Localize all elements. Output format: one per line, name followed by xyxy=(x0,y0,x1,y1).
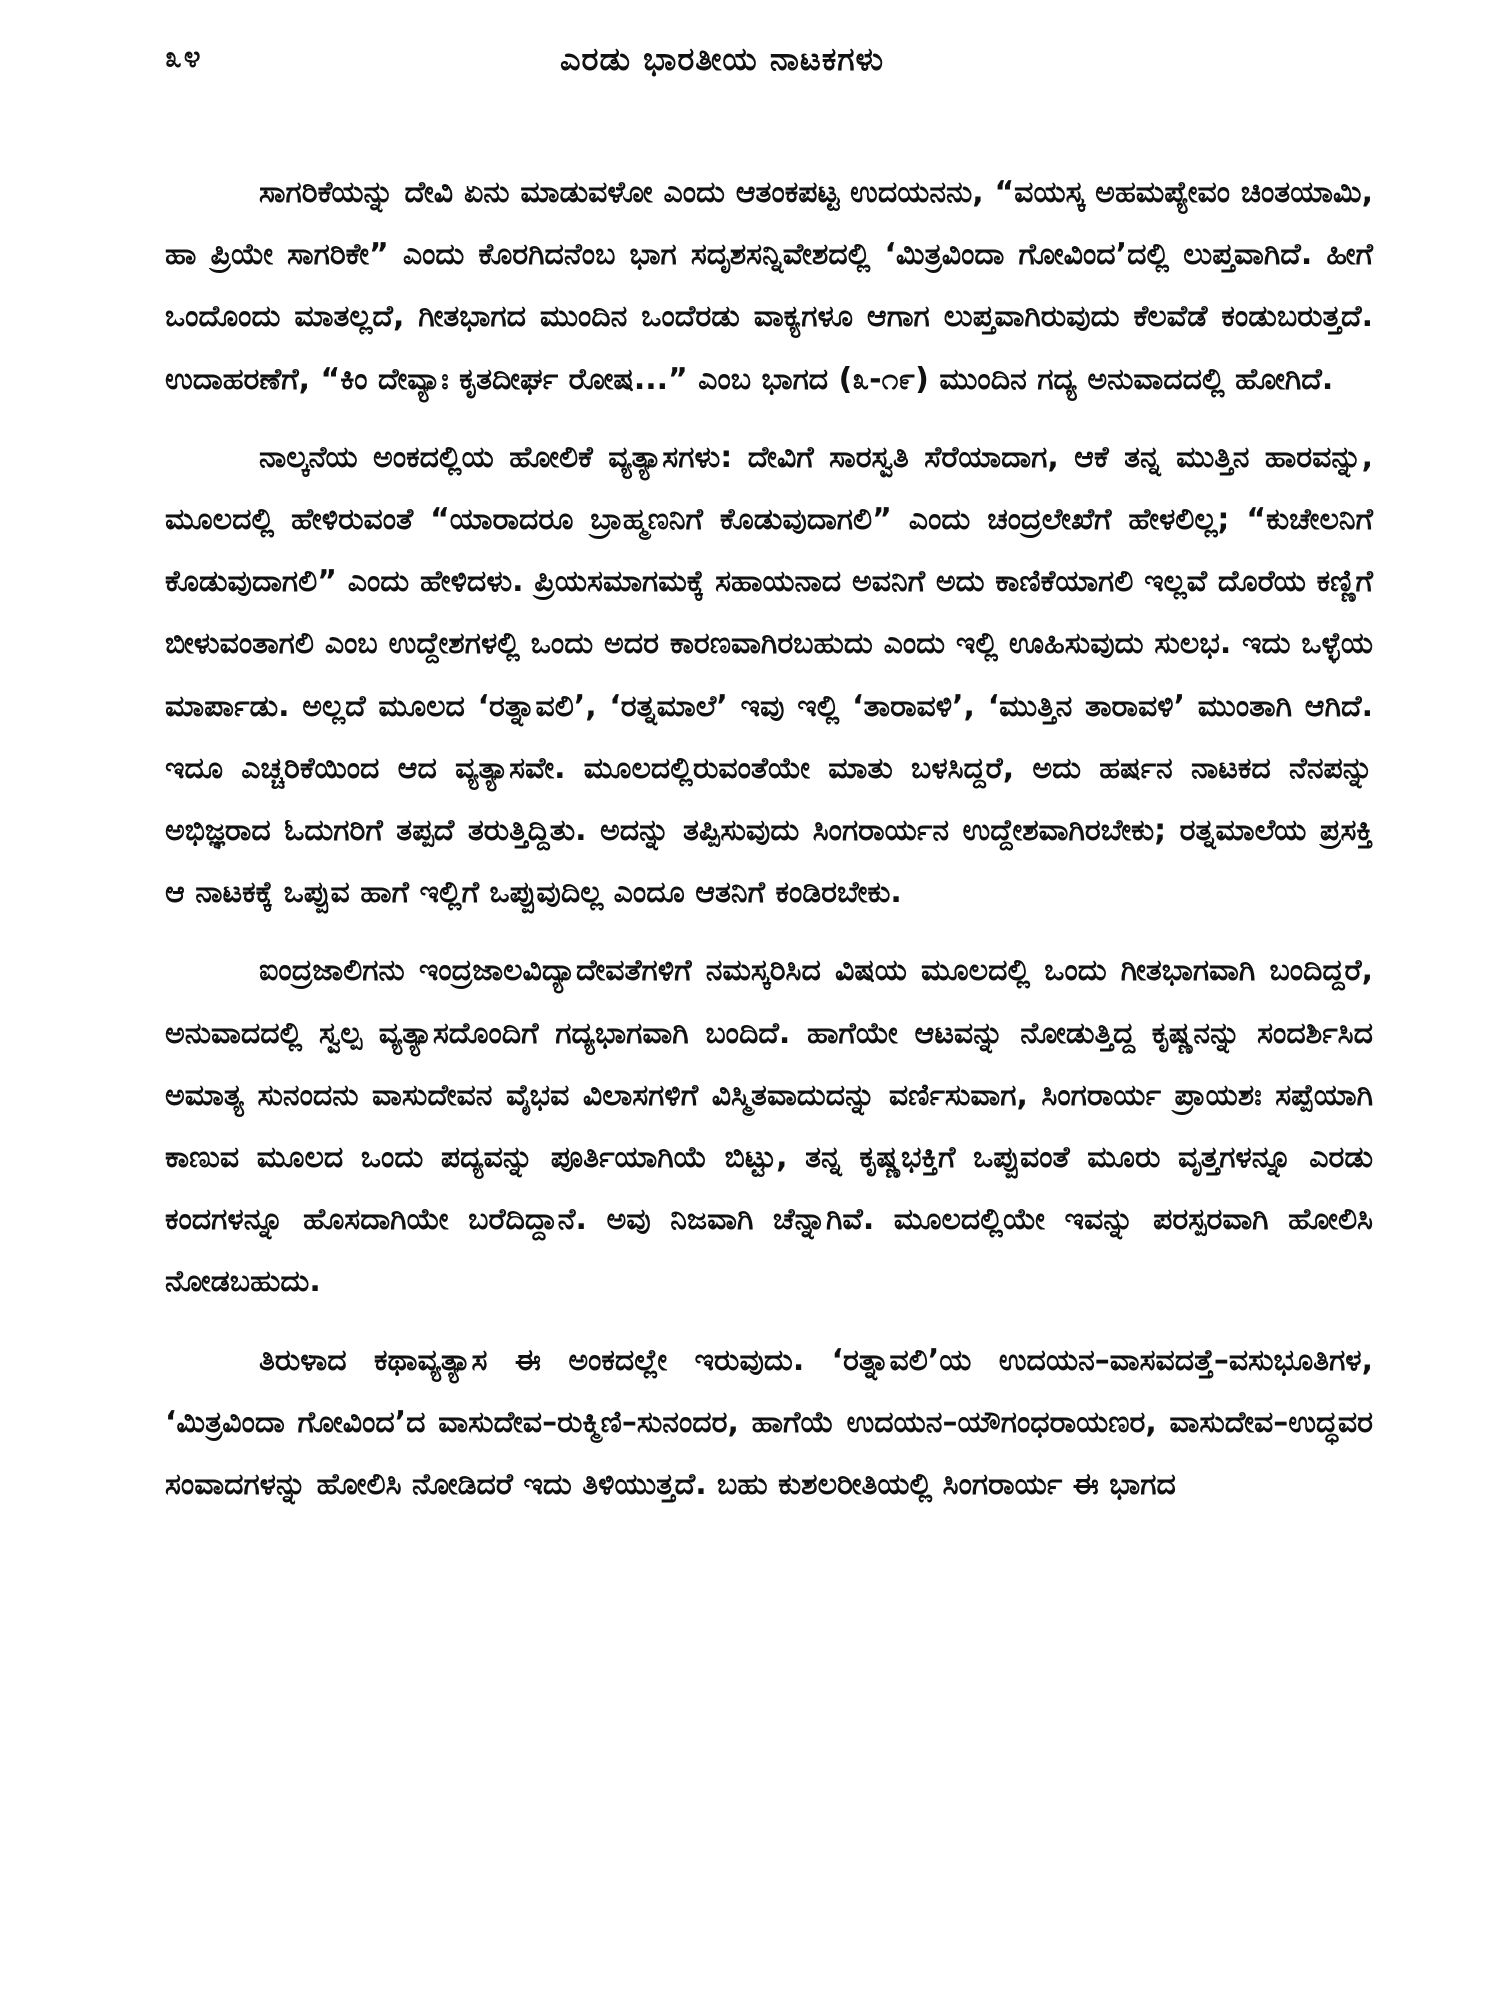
paragraph-4: ತಿರುಳಾದ ಕಥಾವ್ಯತ್ಯಾಸ ಈ ಅಂಕದಲ್ಲೇ ಇರುವುದು. ‘ರತ್ನಾವಲಿ’ಯ ಉದಯನ–ವಾಸವದತ್ತೆ–ವಸುಭೂತಿಗಳ, ‘ಮಿತ್ರವಿಂದಾ ಗೋವಿಂದ’ದ ವಾಸುದೇವ–ರುಕ್ಮಿಣಿ–ಸುನಂದರ, ಹಾಗೆಯೆ ಉದಯನ–ಯೌಗಂಧರಾಯಣರ, ವಾಸುದೇವ–ಉದ್ಧವರ ಸಂವಾದಗಳನ್ನು ಹೋಲಿಸಿ ನೋಡಿದರೆ ಇದು ತಿಳಿಯುತ್ತದೆ. ಬಹು ಕುಶಲರೀತಿಯಲ್ಲಿ ಸಿಂಗರಾರ್ಯ ಈ ಭಾಗದ xyxy=(165,1342,1373,1503)
running-title: ಎರಡು ಭಾರತೀಯ ನಾಟಕಗಳು xyxy=(560,40,885,78)
page-number: ೩೪ xyxy=(165,40,203,75)
paragraph-3: ಐಂದ್ರಜಾಲಿಗನು ಇಂದ್ರಜಾಲವಿದ್ಯಾದೇವತೆಗಳಿಗೆ ನಮಸ್ಕರಿಸಿದ ವಿಷಯ ಮೂಲದಲ್ಲಿ ಒಂದು ಗೀತಭಾಗವಾಗಿ ಬಂದಿದ್ದರೆ, ಅನುವಾದದಲ್ಲಿ ಸ್ವಲ್ಪ ವ್ಯತ್ಯಾಸದೊಂದಿಗೆ ಗದ್ಯಭಾಗವಾಗಿ ಬಂದಿದೆ. ಹಾಗೆಯೇ ಆಟವನ್ನು ನೋಡುತ್ತಿದ್ದ ಕೃಷ್ಣನನ್ನು ಸಂದರ್ಶಿಸಿದ ಅಮಾತ್ಯ ಸುನಂದನು ವಾಸುದೇವನ ವೈಭವ ವಿಲಾಸಗಳಿಗೆ ವಿಸ್ಮಿತವಾದುದನ್ನು ವರ್ಣಿಸುವಾಗ, ಸಿಂಗರಾರ್ಯ ಪ್ರಾಯಶಃ ಸಪ್ಪೆಯಾಗಿ ಕಾಣುವ ಮೂಲದ ಒಂದು ಪದ್ಯವನ್ನು ಪೂರ್ತಿಯಾಗಿಯೆ ಬಿಟ್ಟು, ತನ್ನ ಕೃಷ್ಣಭಕ್ತಿಗೆ ಒಪ್ಪುವಂತೆ ಮೂರು ವೃತ್ತಗಳನ್ನೂ ಎರಡು ಕಂದಗಳನ್ನೂ ಹೊಸದಾಗಿಯೇ ಬರೆದಿದ್ದಾನೆ. ಅವು ನಿಜವಾಗಿ ಚೆನ್ನಾಗಿವೆ. ಮೂಲದಲ್ಲಿಯೇ ಇವನ್ನು ಪರಸ್ಪರವಾಗಿ ಹೋಲಿಸಿ ನೋಡಬಹುದು. xyxy=(165,953,1373,1300)
page-header xyxy=(165,40,1365,90)
paragraph-2: ನಾಲ್ಕನೆಯ ಅಂಕದಲ್ಲಿಯ ಹೋಲಿಕೆ ವ್ಯತ್ಯಾಸಗಳು: ದೇವಿಗೆ ಸಾರಸ್ವತಿ ಸೆರೆಯಾದಾಗ, ಆಕೆ ತನ್ನ ಮುತ್ತಿನ ಹಾರವನ್ನು, ಮೂಲದಲ್ಲಿ ಹೇಳಿರುವಂತೆ “ಯಾರಾದರೂ ಬ್ರಾಹ್ಮಣನಿಗೆ ಕೊಡುವುದಾಗಲಿ” ಎಂದು ಚಂದ್ರಲೇಖೆಗೆ ಹೇಳಲಿಲ್ಲ; “ಕುಚೇಲನಿಗೆ ಕೊಡುವುದಾಗಲಿ” ಎಂದು ಹೇಳಿದಳು. ಪ್ರಿಯಸಮಾಗಮಕ್ಕೆ ಸಹಾಯನಾದ ಅವನಿಗೆ ಅದು ಕಾಣಿಕೆಯಾಗಲಿ ಇಲ್ಲವೆ ದೊರೆಯ ಕಣ್ಣಿಗೆ ಬೀಳುವಂತಾಗಲಿ ಎಂಬ ಉದ್ದೇಶಗಳಲ್ಲಿ ಒಂದು ಅದರ ಕಾರಣವಾಗಿರಬಹುದು ಎಂದು ಇಲ್ಲಿ ಊಹಿಸುವುದು ಸುಲಭ. ಇದು ಒಳ್ಳೆಯ ಮಾರ್ಪಾಡು. ಅಲ್ಲದೆ ಮೂಲದ ‘ರತ್ನಾವಲಿ’, ‘ರತ್ನಮಾಲೆ’ ಇವು ಇಲ್ಲಿ ‘ತಾರಾವಳಿ’, ‘ಮುತ್ತಿನ ತಾರಾವಳಿ’ ಮುಂತಾಗಿ ಆಗಿದೆ. ಇದೂ ಎಚ್ಚರಿಕೆಯಿಂದ ಆದ ವ್ಯತ್ಯಾಸವೇ. ಮೂಲದಲ್ಲಿರುವಂತೆಯೇ ಮಾತು ಬಳಸಿದ್ದರೆ, ಅದು ಹರ್ಷನ ನಾಟಕದ ನೆನಪನ್ನು ಅಭಿಜ್ಞರಾದ ಓದುಗರಿಗೆ ತಪ್ಪದೆ ತರುತ್ತಿದ್ದಿತು. ಅದನ್ನು ತಪ್ಪಿಸುವುದು ಸಿಂಗರಾರ್ಯನ ಉದ್ದೇಶವಾಗಿರಬೇಕು; ರತ್ನಮಾಲೆಯ ಪ್ರಸಕ್ತಿ ಆ ನಾಟಕಕ್ಕೆ ಒಪ್ಪುವ ಹಾಗೆ ಇಲ್ಲಿಗೆ ಒಪ್ಪುವುದಿಲ್ಲ ಎಂದೂ ಆತನಿಗೆ ಕಂಡಿರಬೇಕು. xyxy=(165,439,1373,911)
paragraph-1: ಸಾಗರಿಕೆಯನ್ನು ದೇವಿ ಏನು ಮಾಡುವಳೋ ಎಂದು ಆತಂಕಪಟ್ಟ ಉದಯನನು, “ವಯಸ್ಕ ಅಹಮಪ್ಯೇವಂ ಚಿಂತಯಾಮಿ, ಹಾ ಪ್ರಿಯೇ ಸಾಗರಿಕೇ” ಎಂದು ಕೊರಗಿದನೆಂಬ ಭಾಗ ಸದೃಶಸನ್ನಿವೇಶದಲ್ಲಿ ‘ಮಿತ್ರವಿಂದಾ ಗೋವಿಂದ’ದಲ್ಲಿ ಲುಪ್ತವಾಗಿದೆ. ಹೀಗೆ ಒಂದೊಂದು ಮಾತಲ್ಲದೆ, ಗೀತಭಾಗದ ಮುಂದಿನ ಒಂದೆರಡು ವಾಕ್ಯಗಳೂ ಆಗಾಗ ಲುಪ್ತವಾಗಿರುವುದು ಕೆಲವೆಡೆ ಕಂಡುಬರುತ್ತದೆ. ಉದಾಹರಣೆಗೆ, “ಕಿಂ ದೇವ್ಯಾಃ ಕೃತದೀರ್ಘ ರೋಷ...” ಎಂಬ ಭಾಗದ (೩-೧೯) ಮುಂದಿನ ಗದ್ಯ ಅನುವಾದದಲ್ಲಿ ಹೋಗಿದೆ. xyxy=(165,175,1373,397)
body-text xyxy=(165,162,1373,1532)
